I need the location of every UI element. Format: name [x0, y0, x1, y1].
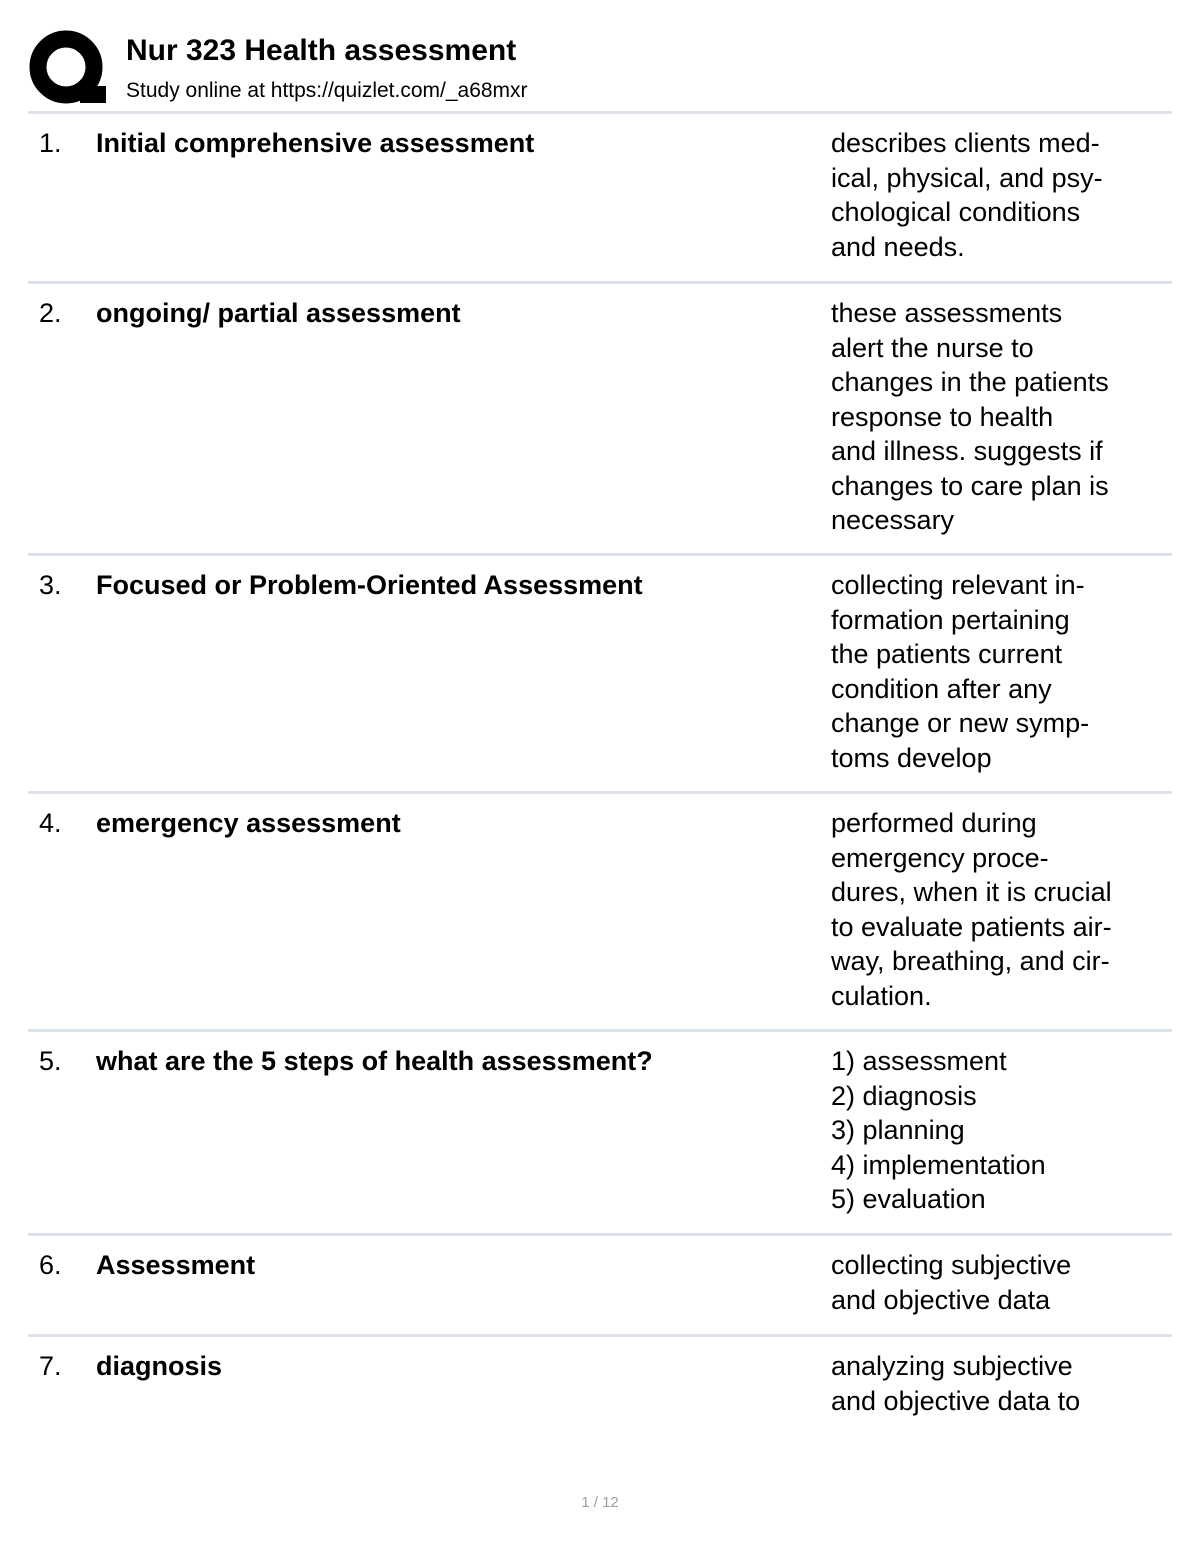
- card-number: 2.: [39, 298, 62, 328]
- definition-line: change or new symp-: [831, 708, 1090, 738]
- card-number: 3.: [39, 570, 62, 600]
- flashcard-list: [28, 114, 1172, 1447]
- card-definition: [831, 296, 1171, 538]
- definition-line: response to health: [831, 401, 1054, 432]
- card-definition: [831, 806, 1171, 1013]
- definition-line: these assessments: [831, 298, 1063, 328]
- flashcard-row: [28, 284, 1172, 556]
- definition-line: culation.: [831, 980, 932, 1011]
- card-definition: [831, 1248, 1171, 1317]
- definition-line: emergency proce-: [831, 842, 1049, 873]
- study-online-link[interactable]: Study online at https://quizlet.com/_a68mxr: [126, 79, 528, 102]
- card-number: 4.: [39, 808, 62, 838]
- definition-line: the patients current: [831, 639, 1063, 669]
- definition-line: changes in the patients: [831, 367, 1109, 397]
- flashcard-row: [28, 1236, 1172, 1337]
- definition-line: describes clients med-: [831, 128, 1100, 158]
- definition-line: analyzing subjective: [831, 1351, 1073, 1381]
- card-term: Initial comprehensive assessment: [96, 128, 535, 158]
- definition-line: collecting subjective: [831, 1250, 1072, 1280]
- card-number: 6.: [39, 1250, 62, 1280]
- card-term: Focused or Problem-Oriented Assessment: [96, 570, 643, 600]
- card-definition: [831, 1349, 1171, 1418]
- card-definition: [831, 1044, 1171, 1217]
- page-title: Nur 323 Health assessment: [126, 34, 517, 67]
- definition-line: collecting relevant in-: [831, 570, 1085, 600]
- card-number: 7.: [39, 1351, 62, 1381]
- definition-line: dures, when it is crucial: [831, 877, 1112, 907]
- definition-line: chological conditions: [831, 197, 1081, 227]
- card-term: emergency assessment: [96, 808, 401, 838]
- definition-line: changes to care plan is: [831, 470, 1109, 501]
- definition-line: 5) evaluation: [831, 1184, 986, 1214]
- card-definition: [831, 568, 1171, 775]
- card-number: 5.: [39, 1046, 62, 1076]
- definition-line: and needs.: [831, 231, 965, 262]
- definition-line: toms develop: [831, 742, 992, 773]
- definition-line: and objective data to: [831, 1385, 1081, 1416]
- definition-line: to evaluate patients air-: [831, 911, 1112, 942]
- definition-line: condition after any: [831, 673, 1052, 704]
- page-header: [28, 28, 1172, 112]
- flashcard-row: [28, 794, 1172, 1032]
- definition-line: alert the nurse to: [831, 332, 1034, 363]
- card-term: ongoing/ partial assessment: [96, 298, 461, 328]
- definition-line: 1) assessment: [831, 1046, 1007, 1076]
- card-term: what are the 5 steps of health assessment?: [96, 1046, 653, 1076]
- definition-line: ical, physical, and psy-: [831, 162, 1103, 193]
- definition-line: way, breathing, and cir-: [831, 946, 1110, 976]
- definition-line: 2) diagnosis: [831, 1080, 977, 1111]
- definition-line: and objective data: [831, 1284, 1051, 1315]
- page-indicator: 1 / 12: [581, 1494, 619, 1511]
- quizlet-q-logo-icon: [28, 28, 108, 108]
- definition-line: performed during: [831, 808, 1037, 838]
- definition-line: 4) implementation: [831, 1149, 1046, 1180]
- definition-line: necessary: [831, 505, 955, 535]
- card-definition: [831, 126, 1171, 264]
- definition-line: 3) planning: [831, 1115, 965, 1145]
- flashcard-row: [28, 556, 1172, 794]
- flashcard-row: [28, 114, 1172, 284]
- flashcard-row: [28, 1032, 1172, 1236]
- card-number: 1.: [39, 128, 62, 158]
- card-term: Assessment: [96, 1250, 256, 1280]
- card-term: diagnosis: [96, 1351, 223, 1381]
- definition-line: and illness. suggests if: [831, 436, 1103, 466]
- definition-line: formation pertaining: [831, 604, 1070, 635]
- flashcard-row: [28, 1337, 1172, 1447]
